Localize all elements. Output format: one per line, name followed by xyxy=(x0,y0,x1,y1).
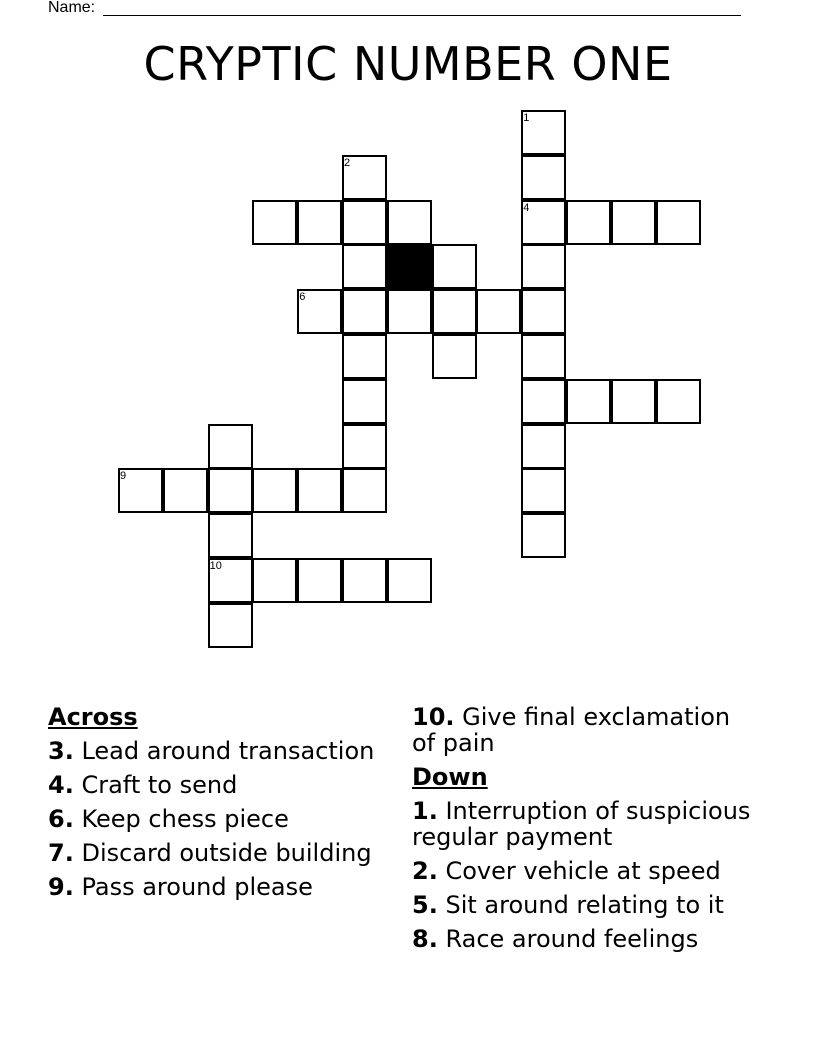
clue-text: Lead around transaction xyxy=(81,737,375,765)
across-clue xyxy=(48,738,388,764)
clue-text: Keep chess piece xyxy=(81,805,289,833)
clue-text: Cover vehicle at speed xyxy=(445,857,721,885)
puzzle-title: CRYPTIC NUMBER ONE xyxy=(143,37,673,91)
clue-number-label: 6 xyxy=(299,291,306,304)
down-clue xyxy=(412,798,752,850)
grid-cell[interactable] xyxy=(342,379,387,424)
grid-cell[interactable] xyxy=(432,244,477,289)
grid-cell[interactable] xyxy=(208,468,253,513)
grid-cell[interactable] xyxy=(342,424,387,469)
clue-text: Craft to send xyxy=(81,771,238,799)
grid-cell[interactable] xyxy=(297,468,342,513)
clue-number: 6. xyxy=(48,805,74,833)
grid-cell[interactable] xyxy=(432,289,477,334)
clue-number-label: 10 xyxy=(209,560,222,572)
grid-cell[interactable] xyxy=(252,200,297,245)
clues-column-left xyxy=(48,704,388,908)
grid-cell[interactable] xyxy=(521,334,566,379)
clue-number-label: 9 xyxy=(120,470,127,483)
grid-cell[interactable] xyxy=(432,334,477,379)
clue-number-label: 2 xyxy=(344,156,351,169)
grid-cell[interactable] xyxy=(476,289,521,334)
clue-number: 1. xyxy=(412,797,438,825)
across-clue xyxy=(48,806,388,832)
grid-cell[interactable] xyxy=(521,155,566,200)
across-clue xyxy=(412,704,752,756)
grid-cell[interactable] xyxy=(208,513,253,558)
grid-cell[interactable] xyxy=(611,379,656,424)
down-clue xyxy=(412,926,752,952)
grid-cell[interactable] xyxy=(252,468,297,513)
clue-number: 7. xyxy=(48,839,74,867)
name-label: Name: xyxy=(48,0,96,16)
grid-cell[interactable] xyxy=(342,289,387,334)
across-clue xyxy=(48,772,388,798)
grid-cell[interactable] xyxy=(521,468,566,513)
grid-cell[interactable] xyxy=(163,468,208,513)
grid-cell[interactable] xyxy=(297,200,342,245)
grid-cell[interactable] xyxy=(342,334,387,379)
clue-number: 9. xyxy=(48,873,74,901)
grid-cell[interactable] xyxy=(342,155,387,200)
down-heading: Down xyxy=(412,763,488,791)
down-clue xyxy=(412,858,752,884)
clue-number: 3. xyxy=(48,737,74,765)
clue-number: 2. xyxy=(412,857,438,885)
grid-cell[interactable] xyxy=(656,379,701,424)
grid-cell[interactable] xyxy=(566,200,611,245)
grid-cell[interactable] xyxy=(342,244,387,289)
grid-cell[interactable] xyxy=(342,200,387,245)
across-heading: Across xyxy=(48,703,138,731)
grid-cell[interactable] xyxy=(297,289,342,334)
grid-cell[interactable] xyxy=(208,558,253,603)
clues-column-right xyxy=(412,704,752,960)
across-clue xyxy=(48,874,388,900)
clue-text: Give final exclamation of pain xyxy=(412,703,731,757)
clue-number: 10. xyxy=(412,703,455,731)
grid-cell[interactable] xyxy=(342,558,387,603)
clue-text: Sit around relating to it xyxy=(445,891,724,919)
grid-cell[interactable] xyxy=(342,468,387,513)
clue-number-label: 1 xyxy=(523,112,530,124)
across-clue xyxy=(48,840,388,866)
grid-cell[interactable] xyxy=(252,558,297,603)
grid-cell[interactable] xyxy=(387,289,432,334)
clue-number: 5. xyxy=(412,891,438,919)
grid-cell[interactable] xyxy=(521,424,566,469)
grid-cell[interactable] xyxy=(297,558,342,603)
clue-text: Race around feelings xyxy=(445,925,699,953)
down-clue xyxy=(412,892,752,918)
grid-cell[interactable] xyxy=(656,200,701,245)
grid-cell[interactable] xyxy=(611,200,656,245)
grid-cell[interactable] xyxy=(566,379,611,424)
clue-number: 8. xyxy=(412,925,438,953)
grid-cell[interactable] xyxy=(521,200,566,245)
grid-cell[interactable] xyxy=(387,200,432,245)
grid-cell[interactable] xyxy=(208,424,253,469)
clue-text: Interruption of suspicious regular payment xyxy=(412,797,751,851)
clue-text: Pass around please xyxy=(81,873,313,901)
grid-cell[interactable] xyxy=(521,289,566,334)
grid-cell[interactable] xyxy=(521,513,566,558)
clue-text: Discard outside building xyxy=(81,839,372,867)
clue-number: 4. xyxy=(48,771,74,799)
grid-cell[interactable] xyxy=(387,558,432,603)
clue-number-label: 4 xyxy=(523,201,530,214)
grid-cell[interactable] xyxy=(521,244,566,289)
grid-cell[interactable] xyxy=(118,468,163,513)
grid-cell[interactable] xyxy=(521,110,566,155)
grid-cell[interactable] xyxy=(208,603,253,648)
grid-cell[interactable] xyxy=(521,379,566,424)
grid-block xyxy=(387,244,432,289)
